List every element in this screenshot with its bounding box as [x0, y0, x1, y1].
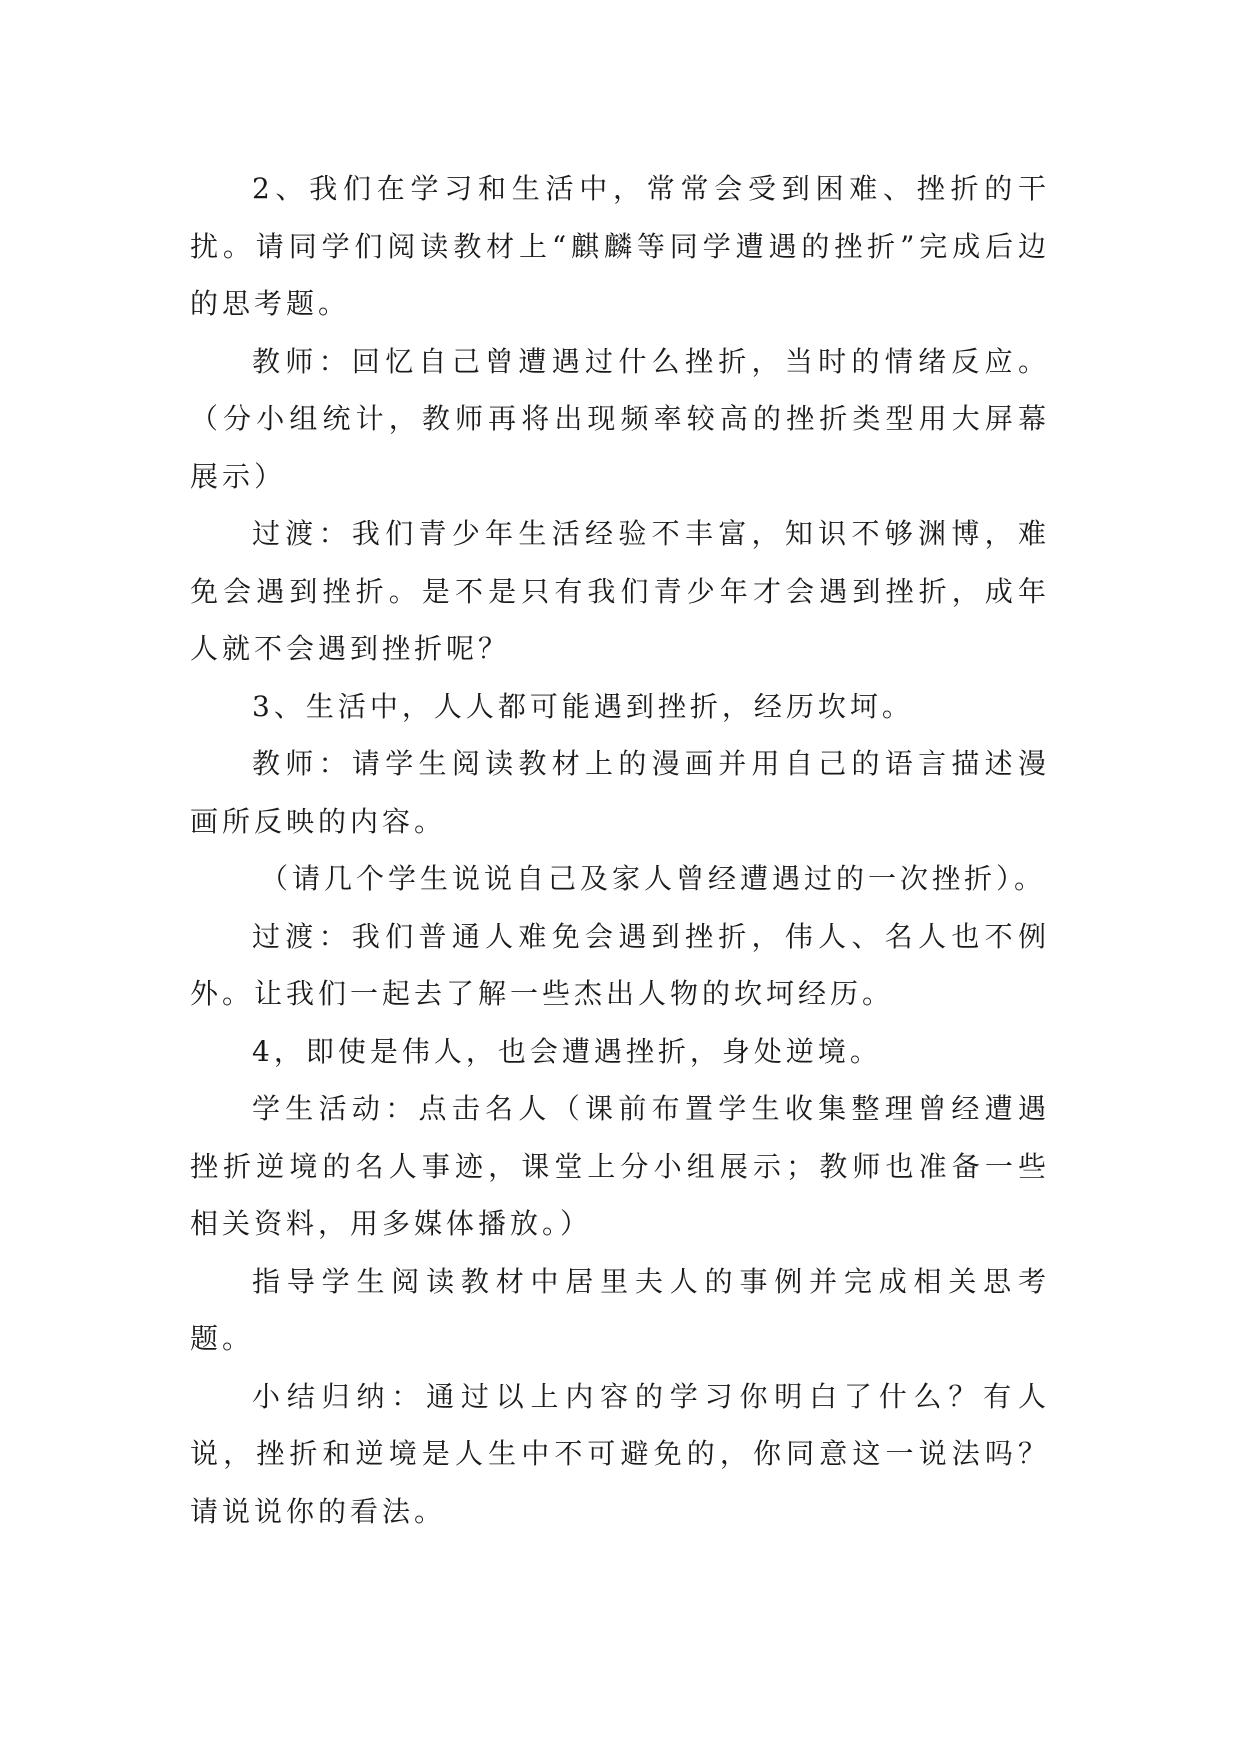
paragraph-10: 指导学生阅读教材中居里夫人的事例并完成相关思考题。: [190, 1264, 1050, 1355]
paragraph-4: 3、生活中，人人都可能遇到挫折，经历坎坷。: [252, 689, 914, 723]
document-body: [190, 160, 1050, 1540]
paragraph-8: 4，即使是伟人，也会遭遇挫折，身处逆境。: [252, 1034, 882, 1068]
paragraph-7: 过渡：我们普通人难免会遇到挫折，伟人、名人也不例外。让我们一起去了解一些杰出人物的坎坷经历。: [190, 919, 1050, 1010]
paragraph-5: 教师：请学生阅读教材上的漫画并用自己的语言描述漫画所反映的内容。: [190, 747, 1050, 838]
paragraph-2: 教师：回忆自己曾遭遇过什么挫折，当时的情绪反应。（分小组统计，教师再将出现频率较高的挫折类型用大屏幕展示）: [190, 344, 1050, 493]
paragraph-9: 学生活动：点击名人（课前布置学生收集整理曾经遭遇挫折逆境的名人事迹，课堂上分小组展示；教师也准备一些相关资料，用多媒体播放。）: [190, 1092, 1050, 1240]
paragraph-3: 过渡：我们青少年生活经验不丰富，知识不够渊博，难免会遇到挫折。是不是只有我们青少年才会遇到挫折，成年人就不会遇到挫折呢？: [190, 517, 1050, 665]
paragraph-11: 小结归纳：通过以上内容的学习你明白了什么？有人说，挫折和逆境是人生中不可避免的，你同意这一说法吗？请说说你的看法。: [190, 1379, 1050, 1528]
paragraph-6: （请几个学生说说自己及家人曾经遭遇过的一次挫折）。: [260, 862, 1047, 895]
paragraph-1: 2、我们在学习和生活中，常常会受到困难、挫折的干扰。请同学们阅读教材上“麒麟等同学遭遇的挫折”完成后边的思考题。: [190, 172, 1050, 320]
